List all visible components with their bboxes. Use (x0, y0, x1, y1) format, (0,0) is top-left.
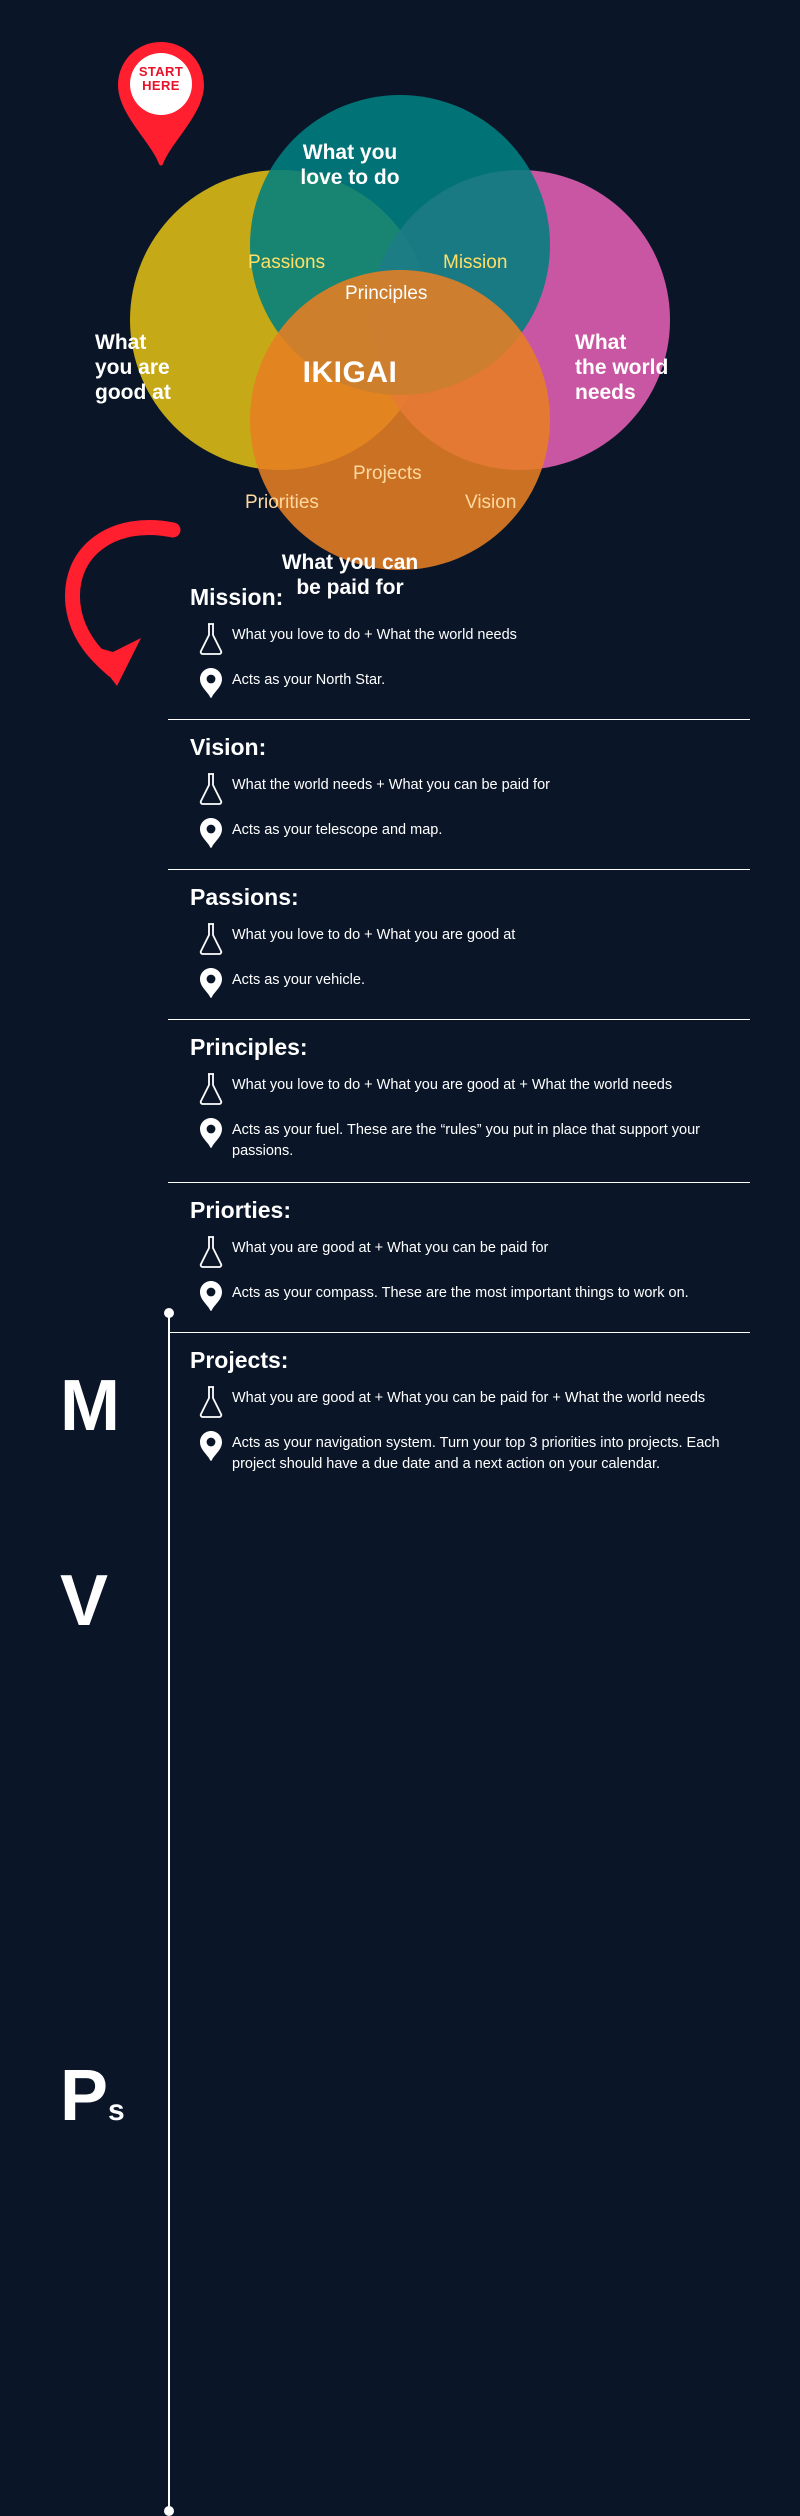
entry-title: Vision: (190, 734, 267, 760)
group-letter-v (60, 1561, 109, 1641)
venn-label-paid-line1: What you can (281, 551, 419, 574)
timeline-dot-end (164, 2506, 174, 2516)
venn-label-good-line2: you are (95, 356, 170, 380)
venn-label-love-line2: love to do (300, 166, 400, 190)
start-here-label (113, 65, 209, 94)
venn-label-good-line3: good at (95, 381, 171, 405)
group-letter-m-char: M (60, 1366, 120, 1446)
venn-label-world-line2: the world (575, 356, 669, 380)
entry-title: Projects: (190, 1347, 289, 1374)
start-here-pin (113, 38, 209, 168)
list-item[interactable] (168, 570, 750, 719)
venn-overlap-priorities: Priorities (245, 492, 319, 513)
entry-role: Acts as your compass. These are the most important things to work on. (232, 1285, 689, 1302)
entry-formula-row (190, 1234, 750, 1269)
entry-role-row (190, 1279, 750, 1312)
group-letter-p-char: P (60, 2056, 109, 2136)
entry-role: Acts as your fuel. These are the “rules” you put in place that support your passions. (232, 1122, 701, 1160)
venn-overlap-passions: Passions (248, 252, 326, 273)
group-letter-p (60, 2056, 125, 2136)
group-letter-p-sub: s (108, 2094, 125, 2127)
venn-overlap-vision: Vision (465, 492, 517, 513)
venn-overlap-mission: Mission (443, 252, 508, 273)
entry-formula-row (190, 1384, 750, 1419)
entry-formula: What you love to do + What you are good at (232, 927, 516, 943)
venn-overlap-principles: Principles (345, 283, 428, 304)
entry-role: Acts as your navigation system. Turn your top 3 priorities into projects. Each project should have a due date and a next action on your calendar. (232, 1435, 720, 1473)
location-pin-icon (190, 1429, 232, 1462)
entry-role-row (190, 1116, 750, 1162)
venn-overlap-projects: Projects (353, 463, 422, 484)
entry-title: Mission: (190, 584, 284, 610)
flask-icon (190, 1384, 232, 1419)
venn-stage (0, 0, 800, 600)
venn-center-label: IKIGAI (302, 356, 398, 389)
entry-role-row (190, 1429, 750, 1475)
entry-role-row (190, 966, 750, 999)
entry-formula-row (190, 921, 750, 956)
entry-title: Passions: (190, 884, 299, 910)
framework-detail-list (0, 570, 800, 2136)
location-pin-icon (190, 816, 232, 849)
entry-role: Acts as your vehicle. (232, 972, 365, 988)
entry-formula-row (190, 1071, 750, 1106)
list-item[interactable] (168, 1332, 750, 1495)
map-pin-icon (113, 38, 209, 168)
entry-formula: What you love to do + What you are good at + What the world needs (232, 1077, 673, 1093)
entry-role: Acts as your telescope and map. (232, 822, 443, 838)
list-item[interactable] (168, 1019, 750, 1182)
entry-role-row (190, 666, 750, 699)
entry-formula-row (190, 621, 750, 656)
list-item[interactable] (168, 719, 750, 869)
location-pin-icon (190, 1116, 232, 1149)
group-letter-m (60, 1366, 120, 1446)
flask-icon (190, 921, 232, 956)
venn-label-world-line1: What (575, 331, 627, 354)
entry-role: Acts as your North Star. (232, 672, 386, 688)
list-item[interactable] (168, 869, 750, 1019)
venn-label-good-line1: What (95, 331, 147, 354)
entry-formula: What you are good at + What you can be paid for + What the world needs (232, 1390, 706, 1407)
entry-role-row (190, 816, 750, 849)
venn-label-world-line3: needs (575, 381, 636, 405)
venn-label-love-line1: What you (302, 141, 398, 164)
entry-formula-row (190, 771, 750, 806)
start-here-line1: START (138, 64, 184, 79)
flask-icon (190, 1071, 232, 1106)
flask-icon (190, 771, 232, 806)
entry-title: Priorties: (190, 1197, 291, 1224)
entry-title: Principles: (190, 1034, 308, 1060)
location-pin-icon (190, 1279, 232, 1312)
curved-arrow-icon (55, 520, 185, 690)
start-here-line2: HERE (142, 78, 180, 94)
list-item[interactable] (168, 1182, 750, 1332)
flask-icon (190, 1234, 232, 1269)
location-pin-icon (190, 666, 232, 699)
flask-icon (190, 621, 232, 656)
group-letter-v-char: V (60, 1561, 109, 1641)
entry-formula: What you are good at + What you can be paid for (232, 1240, 549, 1257)
venn-circle-what-you-can-be-paid-for (250, 270, 550, 570)
ikigai-venn-diagram (0, 0, 800, 600)
location-pin-icon (190, 966, 232, 999)
venn-label-paid-line2: be paid for (296, 576, 404, 600)
entry-formula: What you love to do + What the world needs (232, 627, 517, 643)
entry-formula: What the world needs + What you can be paid for (232, 777, 550, 793)
